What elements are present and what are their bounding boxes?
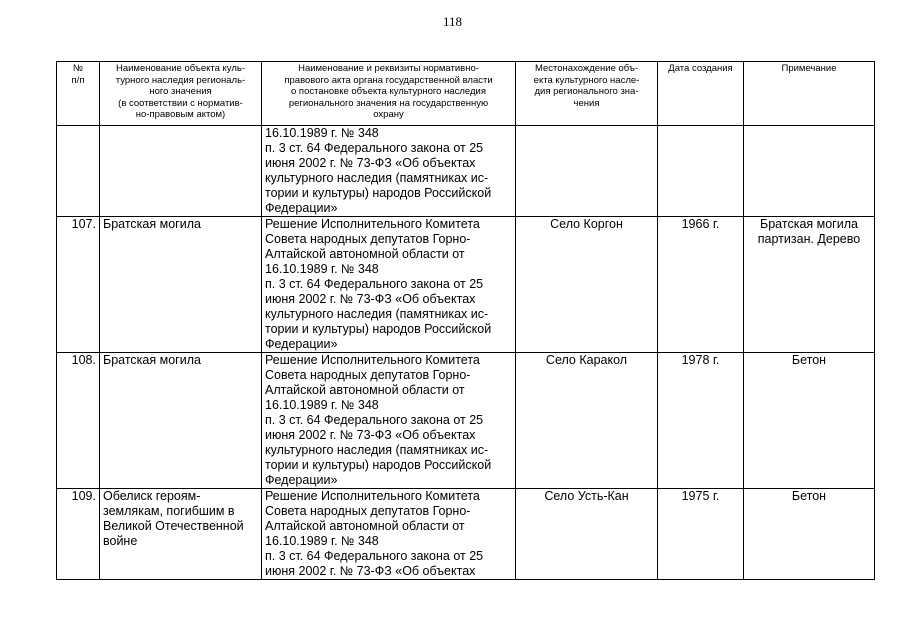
cell-date: 1966 г. — [658, 217, 744, 353]
header-creation-date: Дата создания — [658, 62, 744, 126]
cell-act: Решение Исполнительного Комитета Совета народных депутатов Горно- Алтайской автономной области от 16.10.1989 г. № 348 п. 3 ст. 64 Федерального закона от 25 июня 2002 г. № 73-ФЗ «Об объектах культурного наследия (памятниках ис- тории и культуры) народов Российской Федерации» — [262, 217, 516, 353]
cell-note — [744, 126, 875, 217]
cell-name — [100, 126, 262, 217]
cell-location: Село Усть-Кан — [516, 489, 658, 580]
table-row — [57, 217, 875, 353]
header-note: Примечание — [744, 62, 875, 126]
header-num: № п/п — [57, 62, 100, 126]
cell-note: Бетон — [744, 353, 875, 489]
page-number: 118 — [442, 14, 463, 29]
cell-num: 109. — [57, 489, 100, 580]
cell-name: Обелиск героям- землякам, погибшим в Великой Отечественной войне — [100, 489, 262, 580]
cell-act: 16.10.1989 г. № 348 п. 3 ст. 64 Федерального закона от 25 июня 2002 г. № 73-ФЗ «Об объектах культурного наследия (памятниках ис- тории и культуры) народов Российской Федерации» — [262, 126, 516, 217]
cell-location: Село Каракол — [516, 353, 658, 489]
cell-name: Братская могила — [100, 353, 262, 489]
table-header-row — [57, 62, 875, 126]
cell-location: Село Коргон — [516, 217, 658, 353]
cell-location — [516, 126, 658, 217]
cell-act: Решение Исполнительного Комитета Совета народных депутатов Горно- Алтайской автономной области от 16.10.1989 г. № 348 п. 3 ст. 64 Федерального закона от 25 июня 2002 г. № 73-ФЗ «Об объектах культурного наследия (памятниках ис- тории и культуры) народов Российской Федерации» — [262, 353, 516, 489]
cell-note: Бетон — [744, 489, 875, 580]
cell-act: Решение Исполнительного Комитета Совета народных депутатов Горно- Алтайской автономной области от 16.10.1989 г. № 348 п. 3 ст. 64 Федерального закона от 25 июня 2002 г. № 73-ФЗ «Об объектах — [262, 489, 516, 580]
header-legal-act: Наименование и реквизиты нормативно- правового акта органа государственной власти о постановке объекта культурного наследия регионального значения на государственную охрану — [262, 62, 516, 126]
table-row-continuation — [57, 126, 875, 217]
table-row — [57, 353, 875, 489]
cell-num: 107. — [57, 217, 100, 353]
cell-date: 1978 г. — [658, 353, 744, 489]
cell-num: 108. — [57, 353, 100, 489]
header-object-name: Наименование объекта куль- турного наследия региональ- ного значения (в соответствии с норматив- но-правовым актом) — [100, 62, 262, 126]
table-row — [57, 489, 875, 580]
cell-note: Братская могила партизан. Дерево — [744, 217, 875, 353]
cell-date — [658, 126, 744, 217]
cell-name: Братская могила — [100, 217, 262, 353]
cell-num — [57, 126, 100, 217]
cell-date: 1975 г. — [658, 489, 744, 580]
header-location: Местонахождение объ- екта культурного насле- дия регионального зна- чения — [516, 62, 658, 126]
heritage-registry-table — [56, 61, 875, 580]
